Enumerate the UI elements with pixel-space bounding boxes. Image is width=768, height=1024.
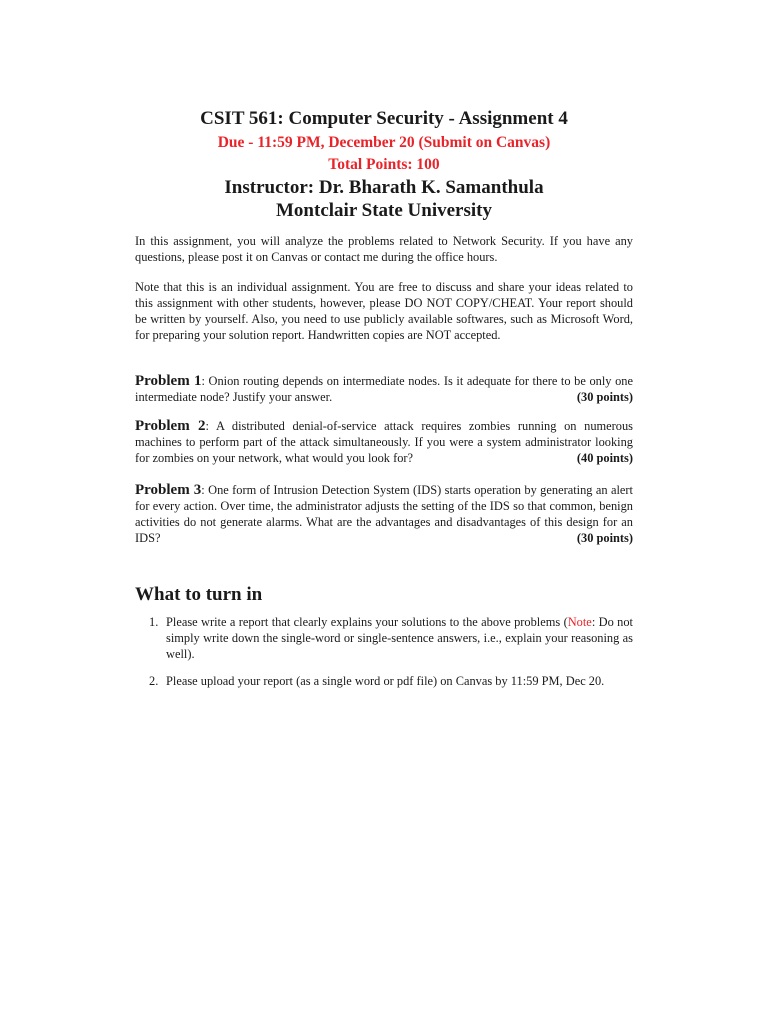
list-item [135, 614, 633, 662]
list-text: Please upload your report (as a single word or pdf file) on Canvas by 11:59 PM, Dec 20. [166, 674, 605, 688]
section-heading: What to turn in [135, 584, 263, 605]
list-number: 1. [149, 615, 159, 629]
list-item [135, 673, 633, 689]
problem-text: : One form of Intrusion Detection System (IDS) starts operation by generating an alert for every action. Over time, the administrator adjusts the setting of the IDS so that common, benign activities do not generate alarms. What are the advantages and disadvantages of this design for an IDS? [135, 483, 633, 545]
document-title: CSIT 561: Computer Security - Assignment 4 [200, 108, 568, 129]
due-date: Due - 11:59 PM, December 20 (Submit on Canvas) [217, 134, 551, 151]
total-points: Total Points: 100 [328, 156, 440, 173]
problem-text: : Onion routing depends on intermediate nodes. Is it adequate for there to be only one intermediate node? Justify your answer. [135, 374, 633, 404]
problem-points: (30 points) [576, 390, 633, 404]
problem-text: : A distributed denial-of-service attack requires zombies running on numerous machines to perform part of the attack simultaneously. If you were a system administrator looking for zombies on your network, what would you look for? [135, 419, 633, 465]
policy-paragraph: Note that this is an individual assignment. You are free to discuss and share your ideas related to this assignment with other students, however, please DO NOT COPY/CHEAT. Your report should be written by yourself. Also, you need to use publicly available softwares, such as Microsoft Word, for preparing your solution report. Handwritten copies are NOT accepted. [135, 280, 633, 342]
intro-paragraph: In this assignment, you will analyze the problems related to Network Security. If you have any questions, please post it on Canvas or contact me during the office hours. [135, 234, 633, 264]
problem-points: (30 points) [576, 531, 633, 545]
list-number: 2. [149, 674, 159, 688]
problem-points: (40 points) [576, 451, 633, 465]
university-name: Montclair State University [276, 200, 492, 221]
problem-label: Problem 2 [135, 418, 206, 434]
problem-label: Problem 3 [135, 482, 202, 498]
list-text-cont: : Do not simply write down the single-word or single-sentence answers, i.e., explain your reasoning as well). [166, 615, 633, 661]
problem-1 [135, 373, 633, 405]
problem-3 [135, 482, 633, 546]
instructor-name: Instructor: Dr. Bharath K. Samanthula [224, 177, 544, 198]
note-label: Note [567, 615, 592, 629]
problem-label: Problem 1 [135, 373, 202, 389]
problem-2 [135, 418, 633, 466]
list-text: Please write a report that clearly explains your solutions to the above problems ( [166, 615, 568, 629]
